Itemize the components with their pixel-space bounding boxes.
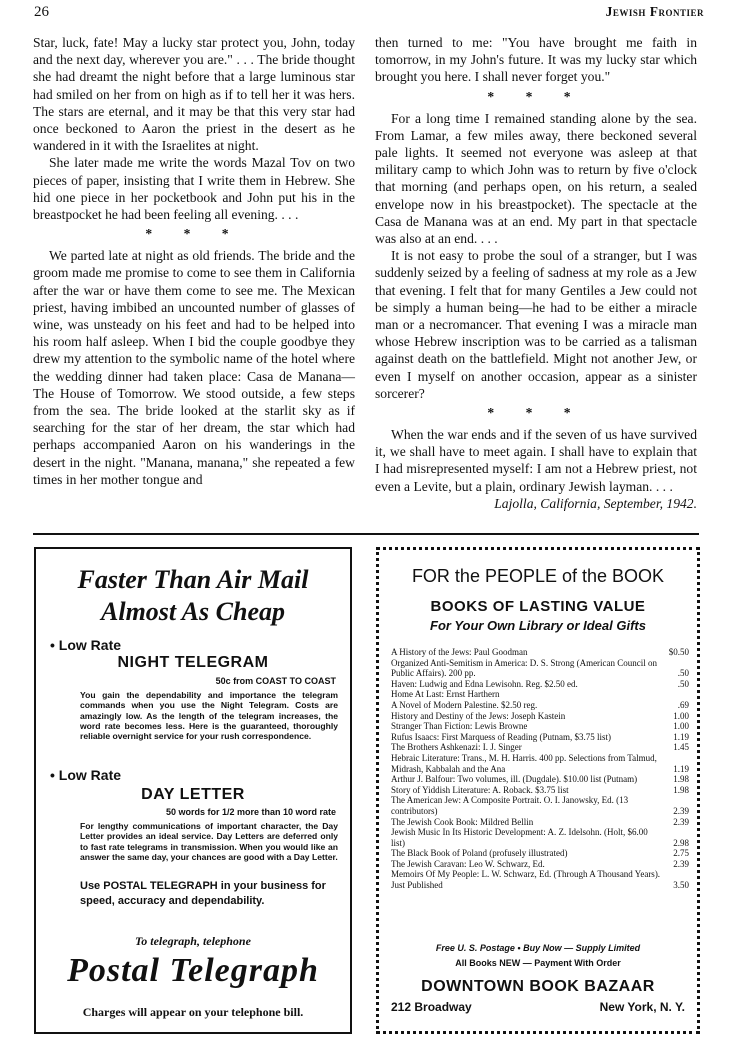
list-item [391, 785, 689, 796]
book-title: The Jewish Cook Book: Mildred Bellin [391, 816, 534, 827]
book-title: Jewish Music In Its Historic Development: A. Z. Idelsohn. (Holt, $6.00 list) [391, 827, 648, 848]
book-price: 1.00 [673, 721, 689, 732]
paragraph: When the war ends and if the seven of us have survived it, we shall have to meet again. I shall have to explain that I had misrepresented myself: I am not a Hebrew priest, not even a Levite, but a plain, ordinary Jewish layman. . . . [375, 427, 697, 494]
list-item [391, 869, 689, 890]
book-title: Rufus Isaacs: First Marquess of Reading (Putnam, $3.75 list) [391, 731, 611, 742]
list-item [391, 732, 689, 743]
book-list [391, 647, 689, 891]
paragraph: then turned to me: "You have brought me faith in tomorrow, in my John's future. It was my lucky star which brought you here. I shall never forget you." [375, 35, 697, 85]
ad-call-to-action: Use POSTAL TELEGRAPH in your business for speed, accuracy and dependability. [80, 880, 326, 907]
night-telegram-body: You gain the dependability and importance the telegram commands when you use the Night Telegram. Costs are amazingly low. As the length of the telegram increases, the word rate becomes less. Here is the guaranteed, thoroughly reliable overnight service for your rush correspondence. [80, 690, 338, 742]
article-left-column [33, 34, 355, 488]
section-break: * * * [487, 88, 585, 104]
postal-telegraph-logo: Postal Telegraph [67, 952, 319, 989]
book-title: History and Destiny of the Jews: Joseph Kastein [391, 710, 566, 721]
list-item [391, 742, 689, 753]
ad-footer: Charges will appear on your telephone bill. [82, 1005, 304, 1019]
day-letter-body: For lengthy communications of important character, the Day Letter provides an ideal service. Day Letters are deferred only to fast rate telegrams in transmission. When you would like an answer the same day, your chances are good with a Day Letter. [80, 821, 338, 862]
article-right-column [375, 34, 697, 512]
book-title: Haven: Ludwig and Edna Lewisohn. Reg. $2.50 ed. [391, 678, 578, 689]
book-title: Memoirs Of My People: L. W. Schwarz, Ed. (Through A Thousand Years). Just Published [391, 869, 661, 891]
list-item [391, 827, 689, 848]
list-item [391, 679, 689, 690]
page-number: 26 [34, 4, 49, 20]
book-price: $0.50 [668, 647, 689, 657]
list-item [391, 647, 689, 658]
book-price: 1.19 [673, 731, 689, 742]
list-item [391, 817, 689, 828]
signature-line: Lajolla, California, September, 1942. [494, 495, 697, 511]
book-title: The Black Book of Poland (profusely illustrated) [391, 848, 568, 859]
list-item [391, 848, 689, 859]
list-item [391, 711, 689, 722]
store-name: DOWNTOWN BOOK BAZAAR [421, 978, 655, 995]
list-item [391, 795, 689, 816]
list-item [391, 859, 689, 870]
ad-tagline: To telegraph, telephone [135, 934, 251, 948]
book-price: 2.75 [673, 848, 689, 859]
book-price: 2.98 [673, 837, 689, 848]
postal-telegraph-ad [34, 547, 352, 1034]
list-item [391, 753, 689, 774]
book-title: A History of the Jews: Paul Goodman [391, 647, 528, 657]
book-price: 1.19 [673, 763, 689, 774]
book-price: 1.98 [673, 774, 689, 785]
ad-title: FOR the PEOPLE of the BOOK [411, 566, 665, 586]
paragraph: It is not easy to probe the soul of a stranger, but I was suddenly seized by a feeling of sadness at my role as a Jew that evening. I felt that for many Gentiles a Jew could not be simply a human being—he had to be either a miracle man or a necromancer. That evening I was a miracle man whose Hebrew inscription was to be carried as a talisman against death on the battlefield. Might not another Jew, or even I myself on another occasion, appear as a sinister sorcerer? [375, 248, 697, 401]
list-item [391, 774, 689, 785]
book-title: A Novel of Modern Palestine. $2.50 reg. [391, 699, 538, 710]
book-bazaar-ad [376, 547, 700, 1034]
book-price: 3.50 [673, 880, 689, 891]
book-title: Hebraic Literature: Trans., M. H. Harris. 400 pp. Selections from Talmud, Midrash, Kabbalah and the Ana [391, 752, 657, 774]
book-price: 1.98 [673, 784, 689, 795]
book-title: Stranger Than Fiction: Lewis Browne [391, 721, 528, 732]
list-item [391, 721, 689, 732]
ad-headline: Faster Than Air Mail [77, 565, 309, 594]
ad-subtitle-2: For Your Own Library or Ideal Gifts [430, 618, 646, 633]
night-telegram-rate: 50c from COAST TO COAST [215, 676, 336, 686]
ad-headline-2: Almost As Cheap [101, 597, 285, 626]
book-price: 1.45 [673, 742, 689, 753]
low-rate-label: • Low Rate [50, 767, 122, 783]
paragraph: Star, luck, fate! May a lucky star protect you, John, today and the next day, wherever you are." . . . The bride thought she had dreamt the night before that a large luminous star had smiled on her from on high as if to tell her it was hers. The stars are eternal, and it may be that this very star had once beckoned to Aaron the priest in the desert as he wandered in it with the Israelites at night. [33, 35, 355, 154]
day-letter-rate: 50 words for 1/2 more than 10 word rate [165, 807, 336, 817]
book-price: .69 [677, 699, 689, 710]
book-title: Home At Last: Ernst Harthern [391, 689, 500, 700]
book-price: 1.00 [673, 710, 689, 721]
section-break: * * * [487, 405, 585, 421]
book-title: The American Jew: A Composite Portrait. O. I. Janowsky, Ed. (13 contributors) [391, 795, 629, 816]
list-item [391, 658, 689, 679]
section-break: * * * [145, 226, 243, 242]
book-price: 2.39 [673, 858, 689, 869]
store-address: 212 Broadway [391, 1000, 472, 1014]
store-city: New York, N. Y. [599, 1000, 685, 1014]
book-price: 2.39 [673, 805, 689, 816]
magazine-title: Jewish Frontier [605, 4, 704, 19]
book-title: The Brothers Ashkenazi: I. J. Singer [391, 742, 522, 753]
book-title: Organized Anti-Semitism in America: D. S. Strong (American Council on Public Affairs). 200 pp. [391, 657, 658, 679]
paragraph: We parted late at night as old friends. The bride and the groom made me promise to come to see them in California after the war or have them come to see me. The Mexican priest, having imbibed an uncounted number of glasses of wine, was unsteady on his feet and had to be helped into his room half asleep. When I bid the couple goodbye they drew my attention to the symbolic name of the hotel where the wedding dinner had taken place: Casa de Manana—The House of Tomorrow. We stood outside, a few steps from the sea. The bride looked at the starlit sky as if searching for the star of her dream, the star which had perhaps accompanied Aaron on his wanderings in the desert in the night. "Manana, manana," she repeated a few times in her mother tongue and [33, 248, 355, 487]
book-title: The Jewish Caravan: Leo W. Schwarz, Ed. [391, 858, 545, 869]
list-item [391, 689, 689, 700]
day-letter-heading: DAY LETTER [141, 786, 245, 803]
paragraph: She later made me write the words Mazal Tov on two pieces of paper, insisting that I write them in Hebrew. She hid one piece in her pocketbook and John put his in the breastpocket he had been feeling all evening. . . . [33, 155, 355, 223]
book-title: Story of Yiddish Literature: A. Roback. $3.75 list [391, 784, 569, 795]
list-item [391, 700, 689, 711]
shipping-note: Free U. S. Postage • Buy Now — Supply Limited [435, 943, 641, 953]
order-note: All Books NEW — Payment With Order [455, 958, 621, 968]
book-price: .50 [677, 678, 689, 689]
book-price: .50 [677, 668, 689, 679]
book-title: Arthur J. Balfour: Two volumes, ill. (Dugdale). $10.00 list (Putnam) [391, 774, 638, 785]
paragraph: For a long time I remained standing alone by the sea. From Lamar, a few miles away, there beckoned several pale lights. It seemed not everyone was asleep at that military camp to which John was to return by five o'clock that morning (and perhaps open, on his return, a sealed envelope now in his breastpocket). The spectacle at the Casa de Manana was at an end. My part in that spectacle was also at an end. . . . [375, 110, 697, 247]
section-divider [33, 533, 699, 535]
low-rate-label: • Low Rate [50, 637, 122, 653]
book-price: 2.39 [673, 816, 689, 827]
ad-subtitle: BOOKS OF LASTING VALUE [430, 598, 646, 615]
night-telegram-heading: NIGHT TELEGRAM [117, 654, 269, 671]
